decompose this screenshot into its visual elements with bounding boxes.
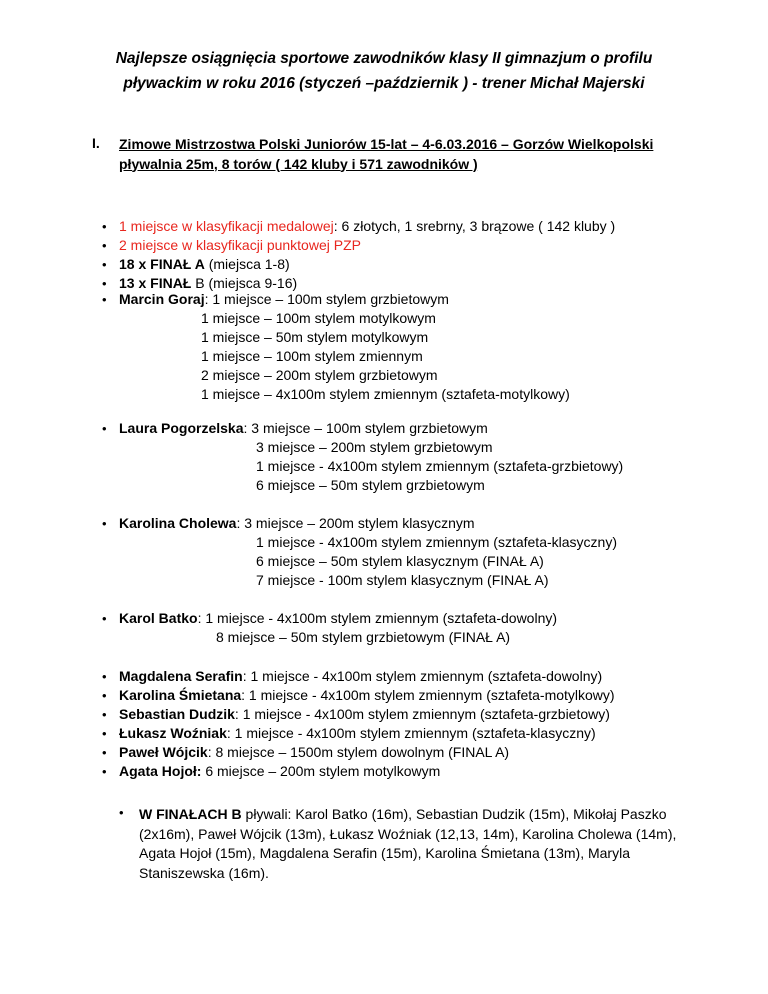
athlete-smietana: • Karolina Śmietana: 1 miejsce - 4x100m stylem zmiennym (sztafeta-motylkowy) [119,686,615,705]
pogorzelska-result-4: 6 miejsce – 50m stylem grzbietowym [256,477,485,493]
athlete-goraj: • Marcin Goraj: 1 miejsce – 100m stylem grzbietowym [119,290,449,309]
goraj-result-5: 2 miejsce – 200m stylem grzbietowym [201,367,438,383]
athlete-pogorzelska: • Laura Pogorzelska: 3 miejsce – 100m stylem grzbietowym [119,419,488,438]
cholewa-result-4: 7 miejsce - 100m stylem klasycznym (FINAŁ A) [256,572,549,588]
athlete-hojol: • Agata Hojoł: 6 miejsce – 200m stylem motylkowym [119,762,440,781]
summary-item-medal: • 1 miejsce w klasyfikacji medalowej: 6 złotych, 1 srebrny, 3 brązowe ( 142 kluby ) [119,217,615,236]
goraj-result-2: 1 miejsce – 100m stylem motylkowym [201,310,436,326]
goraj-result-6: 1 miejsce – 4x100m stylem zmiennym (sztafeta-motylkowy) [201,386,570,402]
goraj-result-4: 1 miejsce – 100m stylem zmiennym [201,348,423,364]
section-heading [119,135,653,174]
section-heading-line-1: Zimowe Mistrzostwa Polski Juniorów 15-lat – 4-6.03.2016 – Gorzów Wielkopolski [119,136,654,152]
title-line-1: Najlepsze osiągnięcia sportowe zawodników klasy II gimnazjum o profilu [115,50,653,67]
cholewa-result-3: 6 miejsce – 50m stylem klasycznym (FINAŁ A) [256,553,544,569]
athlete-dudzik: • Sebastian Dudzik: 1 miejsce - 4x100m stylem zmiennym (sztafeta-grzbietowy) [119,705,610,724]
summary-item-points: • 2 miejsce w klasyfikacji punktowej PZP [119,236,361,255]
title-line-2: pływackim w roku 2016 (styczeń –październik ) - trener Michał Majerski [123,75,645,92]
pogorzelska-result-3: 1 miejsce - 4x100m stylem zmiennym (sztafeta-grzbietowy) [256,458,624,474]
summary-item-final-b: • 13 x FINAŁ B (miejsca 9-16) [119,274,297,293]
pogorzelska-result-2: 3 miejsce – 200m stylem grzbietowym [256,439,493,455]
athlete-wozniak: • Łukasz Woźniak: 1 miejsce - 4x100m stylem zmiennym (sztafeta-klasyczny) [119,724,596,743]
goraj-result-3: 1 miejsce – 50m stylem motylkowym [201,329,429,345]
batko-result-2: 8 miejsce – 50m stylem grzbietowym (FINAŁ A) [216,629,511,645]
athlete-serafin: • Magdalena Serafin: 1 miejsce - 4x100m stylem zmiennym (sztafeta-dowolny) [119,667,602,686]
athlete-cholewa: • Karolina Cholewa: 3 miejsce – 200m stylem klasycznym [119,514,475,533]
section-heading-line-2: pływalnia 25m, 8 torów ( 142 kluby i 571 zawodników ) [119,155,478,172]
athlete-wojcik: • Paweł Wójcik: 8 miejsce – 1500m stylem dowolnym (FINAL A) [119,743,509,762]
section-number: I. [92,135,100,151]
document-title [0,46,768,96]
finals-b-paragraph: W FINAŁACH B pływali: Karol Batko (16m), Sebastian Dudzik (15m), Mikołaj Paszko (2x16m), Paweł Wójcik (13m), Łukasz Woźniak (12,13, 14m), Karolina Cholewa (14m), Agata Hojoł (15m), Magdalena Serafin (15m), Karolina Śmietana (13m), Maryla Staniszewska (16m). [139,806,677,881]
athlete-batko: • Karol Batko: 1 miejsce - 4x100m stylem zmiennym (sztafeta-dowolny) [119,609,557,628]
summary-item-final-a: • 18 x FINAŁ A (miejsca 1-8) [119,255,290,274]
cholewa-result-2: 1 miejsce - 4x100m stylem zmiennym (sztafeta-klasyczny) [256,534,617,550]
